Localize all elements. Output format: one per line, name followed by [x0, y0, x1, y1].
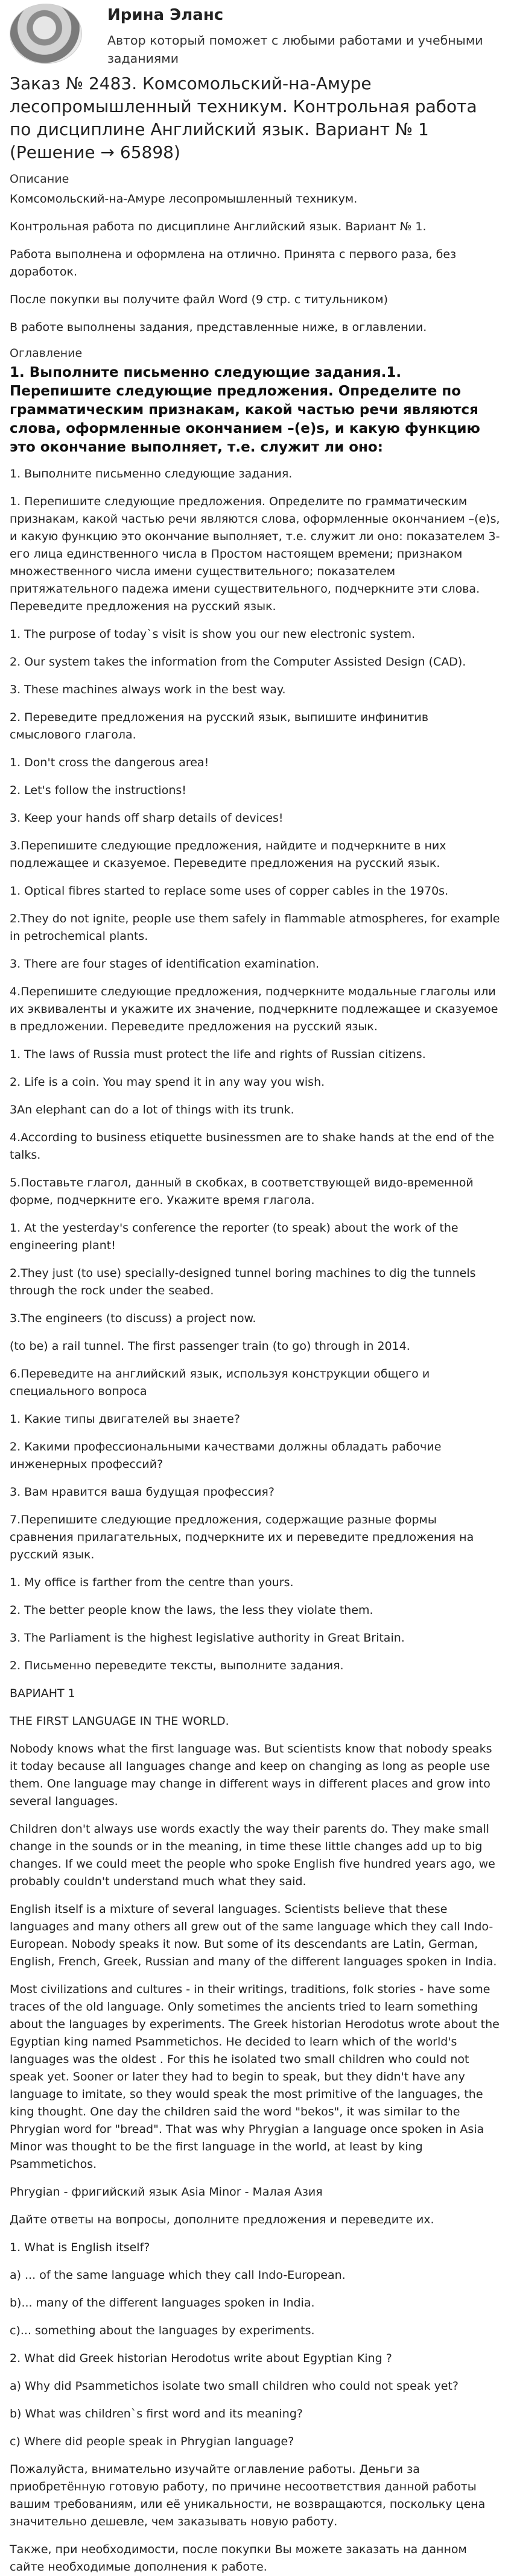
content-paragraph: 2. Let's follow the instructions!	[10, 784, 186, 797]
content-paragraph: Nobody knows what the first language was. But scientists know that nobody speaks it today because all languages change and keep on changing as long as people use them. One language may change in different ways in different places and grow into several languages.	[10, 1742, 492, 1808]
description-paragraph: Работа выполнена и оформлена на отлично. Принята с первого раза, без доработок.	[10, 248, 457, 279]
description-label: Описание	[10, 172, 69, 186]
content-paragraph: Пожалуйста, внимательно изучайте оглавление работы. Деньги за приобретённую готовую работу, по причине несоответствия данной работы вашим требованиям, или её уникальности, не возвращаются, поскольку цена значительно дешевле, чем заказывать новую работу.	[10, 2463, 486, 2528]
content-paragraph: a) Why did Psammetichos isolate two small children who could not speak yet?	[10, 2379, 459, 2393]
author-description: Автор который поможет с любыми работами и учебными заданиями	[107, 33, 483, 66]
content-paragraph: 4.Перепишите следующие предложения, подчеркните модальные глаголы или их эквиваленты и укажите их значение, подчеркните подлежащее и сказуемое в предложении. Переведите предложения на русский язык.	[10, 985, 498, 1033]
content-paragraph: 2. Life is a coin. You may spend it in any way you wish.	[10, 1075, 325, 1089]
description-paragraph: Контрольная работа по дисциплине Английский язык. Вариант № 1.	[10, 220, 427, 233]
author-info	[107, 4, 501, 68]
author-name[interactable]: Ирина Эланс	[107, 6, 224, 24]
author-card	[10, 0, 501, 69]
content-paragraph: 2. Письменно переведите тексты, выполните задания.	[10, 1659, 344, 1672]
content-paragraph: 6.Переведите на английский язык, используя конструкции общего и специального вопроса	[10, 1367, 430, 1398]
content-paragraph: 1. Выполните письменно следующие задания.	[10, 467, 293, 480]
content-paragraph: 4.According to business etiquette businessmen are to shake hands at the end of the talks.	[10, 1131, 495, 1162]
page-title: Заказ № 2483. Комсомольский-на-Амуре лесопромышленный техникум. Контрольная работа по дисциплине Английский язык. Вариант № 1 (Решение → 65898)	[10, 74, 477, 162]
toc-heading: 1. Выполните письменно следующие задания.1. Перепишите следующие предложения. Определите по грамматическим признакам, какой частью речи являются слова, оформленные окончанием –(e)s, и какую функцию это окончание выполняет, т.е. служит ли оно:	[10, 365, 480, 455]
content-paragraph: 3.The engineers (to discuss) a project now.	[10, 1312, 256, 1325]
content-paragraph: English itself is a mixture of several languages. Scientists believe that these languages and many others all grew out of the same language which they call Indo-European. Nobody speaks it now. But some of its descendants are Latin, German, English, French, Greek, Russian and many of the different languages spoken in India.	[10, 1903, 497, 1968]
content-paragraph: b)... many of the different languages spoken in India.	[10, 2296, 315, 2310]
description-paragraph: Комсомольский-на-Амуре лесопромышленный техникум.	[10, 192, 358, 206]
toc-content	[10, 465, 501, 2576]
content-paragraph: 1. What is English itself?	[10, 2241, 150, 2254]
content-paragraph: Most civilizations and cultures - in their writings, traditions, folk stories - have some traces of the old language. Only sometimes the ancients tried to learn something about the languages by experiments. The Greek historian Herodotus wrote about the Egyptian king named Psammetichos. He decided to learn which of the world's languages was the oldest . For this he isolated two small children who could not speak yet. Sooner or later they had to begin to speak, but they didn't have any language to imitate, so they would speak the most primitive of the languages, the king thought. One day the children said the word "bekos", it was similar to the Phrygian word for "bread". That was why Phrygian a language once spoken in Asia Minor was thought to be the first language in the world, at least by king Psammetichos.	[10, 1983, 500, 2171]
content-paragraph: 1. At the yesterday's conference the reporter (to speak) about the work of the engineering plant!	[10, 1221, 459, 1252]
content-paragraph: 3. These machines always work in the best way.	[10, 683, 286, 696]
content-paragraph: 1. My office is farther from the centre than yours.	[10, 1576, 294, 1589]
content-paragraph: 2. What did Greek historian Herodotus write about Egyptian King ?	[10, 2352, 392, 2365]
content-paragraph: 3. Keep your hands off sharp details of devices!	[10, 811, 284, 825]
content-paragraph: c)... something about the languages by experiments.	[10, 2324, 315, 2337]
content-paragraph: 3. Вам нравится ваша будущая профессия?	[10, 1485, 275, 1499]
content-paragraph: 3. The Parliament is the highest legislative authority in Great Britain.	[10, 1631, 405, 1645]
content-paragraph: 2. Our system takes the information from the Computer Assisted Design (CAD).	[10, 655, 466, 669]
content-paragraph: 3. There are four stages of identification examination.	[10, 957, 320, 971]
content-paragraph: b) What was children`s first word and its meaning?	[10, 2407, 303, 2420]
content-paragraph: 2. Переведите предложения на русский язык, выпишите инфинитив смыслового глагола.	[10, 711, 429, 742]
description-paragraph: После покупки вы получите файл Word (9 стр. с титульником)	[10, 293, 388, 306]
description-paragraph: В работе выполнены задания, представленные ниже, в оглавлении.	[10, 321, 427, 334]
content-paragraph: 1. Optical fibres started to replace some uses of copper cables in the 1970s.	[10, 884, 449, 898]
content-paragraph: (to be) a rail tunnel. The first passenger train (to go) through in 2014.	[10, 1340, 410, 1353]
content-paragraph: THE FIRST LANGUAGE IN THE WORLD.	[10, 1715, 229, 1728]
content-paragraph: 2.They do not ignite, people use them safely in flammable atmospheres, for example in petrochemical plants.	[10, 912, 500, 943]
toc-label: Оглавление	[10, 347, 83, 360]
content-paragraph: a) ... of the same language which they call Indo-European.	[10, 2269, 346, 2282]
content-paragraph: 1. Какие типы двигателей вы знаете?	[10, 1412, 240, 1426]
content-paragraph: 1. The purpose of today`s visit is show you our new electronic system.	[10, 628, 416, 641]
content-paragraph: 7.Перепишите следующие предложения, содержащие разные формы сравнения прилагательных, подчеркните их и переведите предложения на русский язык.	[10, 1513, 474, 1561]
content-paragraph: 2. The better people know the laws, the less they violate them.	[10, 1604, 373, 1617]
content-paragraph: 1. Don't cross the dangerous area!	[10, 756, 209, 769]
content-paragraph: 5.Поставьте глагол, данный в скобках, в соответствующей видо-временной форме, подчеркните его. Укажите время глагола.	[10, 1176, 474, 1207]
avatar[interactable]	[10, 4, 82, 64]
content-paragraph: 3.Перепишите следующие предложения, найдите и подчеркните в них подлежащее и сказуемое. Переведите предложения на русский язык.	[10, 839, 446, 870]
content-paragraph: 1. The laws of Russia must protect the life and rights of Russian citizens.	[10, 1048, 426, 1061]
content-paragraph: ВАРИАНТ 1	[10, 1687, 75, 1700]
content-paragraph: Также, при необходимости, после покупки Вы можете заказать на данном сайте необходимые дополнения к работе.	[10, 2543, 467, 2574]
content-paragraph: 1. Перепишите следующие предложения. Определите по грамматическим признакам, какой частью речи являются слова, оформленные окончанием –(e)s, и какую функцию это окончание выполняет, т.е. служит ли оно: показателем 3-его лица единственного числа в Простом настоящем времени; признаком множественного числа имени существительного; показателем притяжательного падежа имени существительного, подчеркните эти слова. Переведите предложения на русский язык.	[10, 495, 500, 613]
content-paragraph: c) Where did people speak in Phrygian language?	[10, 2435, 294, 2448]
content-paragraph: Phrygian - фригийский язык Asia Minor - Малая Азия	[10, 2185, 323, 2199]
content-paragraph: 2. Какими профессиональными качествами должны обладать рабочие инженерных профессий?	[10, 1440, 442, 1471]
content-paragraph: Дайте ответы на вопросы, дополните предложения и переведите их.	[10, 2213, 434, 2226]
content-paragraph: 3An elephant can do a lot of things with its trunk.	[10, 1103, 294, 1116]
content-paragraph: Children don't always use words exactly the way their parents do. They make small change in the sounds or in the meaning, in time these little changes add up to big changes. If we could meet the people who spoke English five hundred years ago, we probably couldn't understand much what they said.	[10, 1822, 495, 1888]
description-section	[10, 191, 501, 336]
content-paragraph: 2.They just (to use) specially-designed tunnel boring machines to dig the tunnels through the rock under the seabed.	[10, 1267, 476, 1297]
